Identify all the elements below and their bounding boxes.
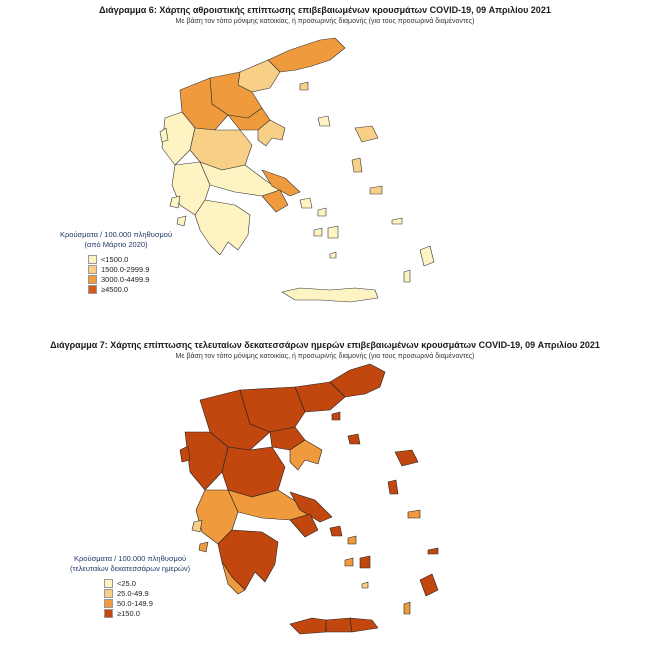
map-2-legend-item [104, 588, 190, 598]
map-1-legend-label: 3000.0-4499.9 [101, 274, 150, 284]
map-2-island-lesvos [395, 450, 418, 466]
greece-map-2 [0, 332, 650, 669]
map-1-legend-swatch [88, 265, 97, 274]
map-2-legend-label: 25.0-49.9 [117, 588, 149, 598]
map-2-island-tinos [348, 536, 356, 544]
map-2-island-kos [428, 548, 438, 554]
map-1-island-kos [392, 218, 402, 224]
map-2-legend-swatch [104, 589, 113, 598]
map-2-island-crete-west [290, 618, 326, 634]
map-1-legend-label: <1500.0 [101, 254, 129, 264]
map-2-island-samos [408, 510, 420, 518]
map-1-island-lemnos [318, 116, 330, 126]
map-2-island-zakynthos [199, 542, 208, 552]
map-1-island-kefalonia [170, 196, 180, 208]
map-1-island-lesvos [355, 126, 378, 142]
map-2-legend-label: 50.0-149.9 [117, 598, 153, 608]
map-2-island-andros [330, 526, 342, 536]
map-2-legend-item [104, 578, 190, 588]
map-1-region-peloponnese [195, 200, 250, 255]
map-2-legend-subheading: (τελευταίων δεκατεσσάρων ημερών) [70, 564, 191, 573]
map-2-island-santorini [362, 582, 368, 588]
map-1-legend [60, 230, 172, 294]
map-1-island-karpathos [404, 270, 410, 282]
map-2-island-crete-east [350, 618, 378, 632]
map-2-island-rhodes [420, 574, 438, 596]
map-2-legend [70, 554, 190, 618]
map-1-island-samos [370, 186, 382, 194]
map-1-island-chios [352, 158, 362, 172]
map-1-island-naxos [328, 226, 338, 238]
map-1-legend-swatch [88, 275, 97, 284]
map-1-island-tinos [318, 208, 326, 216]
map-2-island-crete-central [326, 618, 352, 632]
map-1-island-santorini [330, 252, 336, 258]
map-2-island-kefalonia [192, 520, 202, 532]
map-2-legend-swatch [104, 609, 113, 618]
map-1-island-paros [314, 228, 322, 236]
map-2-legend-heading: Κρούσματα / 100.000 πληθυσμού [74, 554, 187, 563]
map-2-island-lemnos [348, 434, 360, 444]
map-2-island-corfu [180, 446, 190, 462]
map-1-legend-subheading: (από Μάρτιο 2020) [84, 240, 148, 249]
map-2-island-paros [345, 558, 353, 566]
map-1-legend-item [88, 284, 172, 294]
map-1-legend-swatch [88, 285, 97, 294]
map-2-title: Διάγραμμα 7: Χάρτης επίπτωσης τελευταίων δεκατεσσάρων ημερών επιβεβαιωμένων κρουσμάτων COVID-19, 09 Απριλίου 2021 [50, 340, 600, 350]
map-2-island-karpathos [404, 602, 410, 614]
cumulative-incidence-map-panel [0, 0, 650, 320]
map-2-legend-item [104, 598, 190, 608]
map-2-subtitle: Με βάση τον τόπο μόνιμης κατοικίας, ή προσωρινής διαμονής (για τους προσωρινά διαμένοντες) [175, 353, 475, 360]
map-2-legend-swatch [104, 579, 113, 588]
map-2-legend-item [104, 608, 190, 618]
map-1-legend-item [88, 254, 172, 264]
map-1-legend-heading: Κρούσματα / 100.000 πληθυσμού [60, 230, 173, 239]
map-2-legend-label: <25.0 [117, 578, 136, 588]
map-2-island-naxos [360, 556, 370, 568]
map-1-legend-swatch [88, 255, 97, 264]
map-1-legend-item [88, 264, 172, 274]
map-1-legend-item [88, 274, 172, 284]
map-1-subtitle: Με βάση τον τόπο μόνιμης κατοικίας, ή προσωρινής διαμονής (για τους προσωρινά διαμένοντες) [175, 18, 475, 25]
map-2-legend-swatch [104, 599, 113, 608]
map-1-legend-label: ≥4500.0 [101, 284, 129, 294]
map-1-legend-label: 1500.0-2999.9 [101, 264, 150, 274]
map-1-region-thrace [268, 38, 345, 72]
map-1-title: Διάγραμμα 6: Χάρτης αθροιστικής επίπτωσης επιβεβαιωμένων κρουσμάτων COVID-19, 09 Απριλίου 2021 [99, 5, 551, 15]
fourteen-day-incidence-map-panel [0, 332, 650, 669]
map-1-island-thasos [300, 82, 308, 90]
map-1-island-rhodes [420, 246, 434, 266]
map-2-legend-label: ≥150.0 [117, 608, 140, 618]
map-2-island-chios [388, 480, 398, 494]
map-1-island-zakynthos [177, 216, 186, 226]
map-1-island-crete [282, 288, 378, 302]
map-2-region-thessaly [222, 447, 285, 497]
map-2-island-thasos [332, 412, 340, 420]
map-1-island-andros [300, 198, 312, 208]
